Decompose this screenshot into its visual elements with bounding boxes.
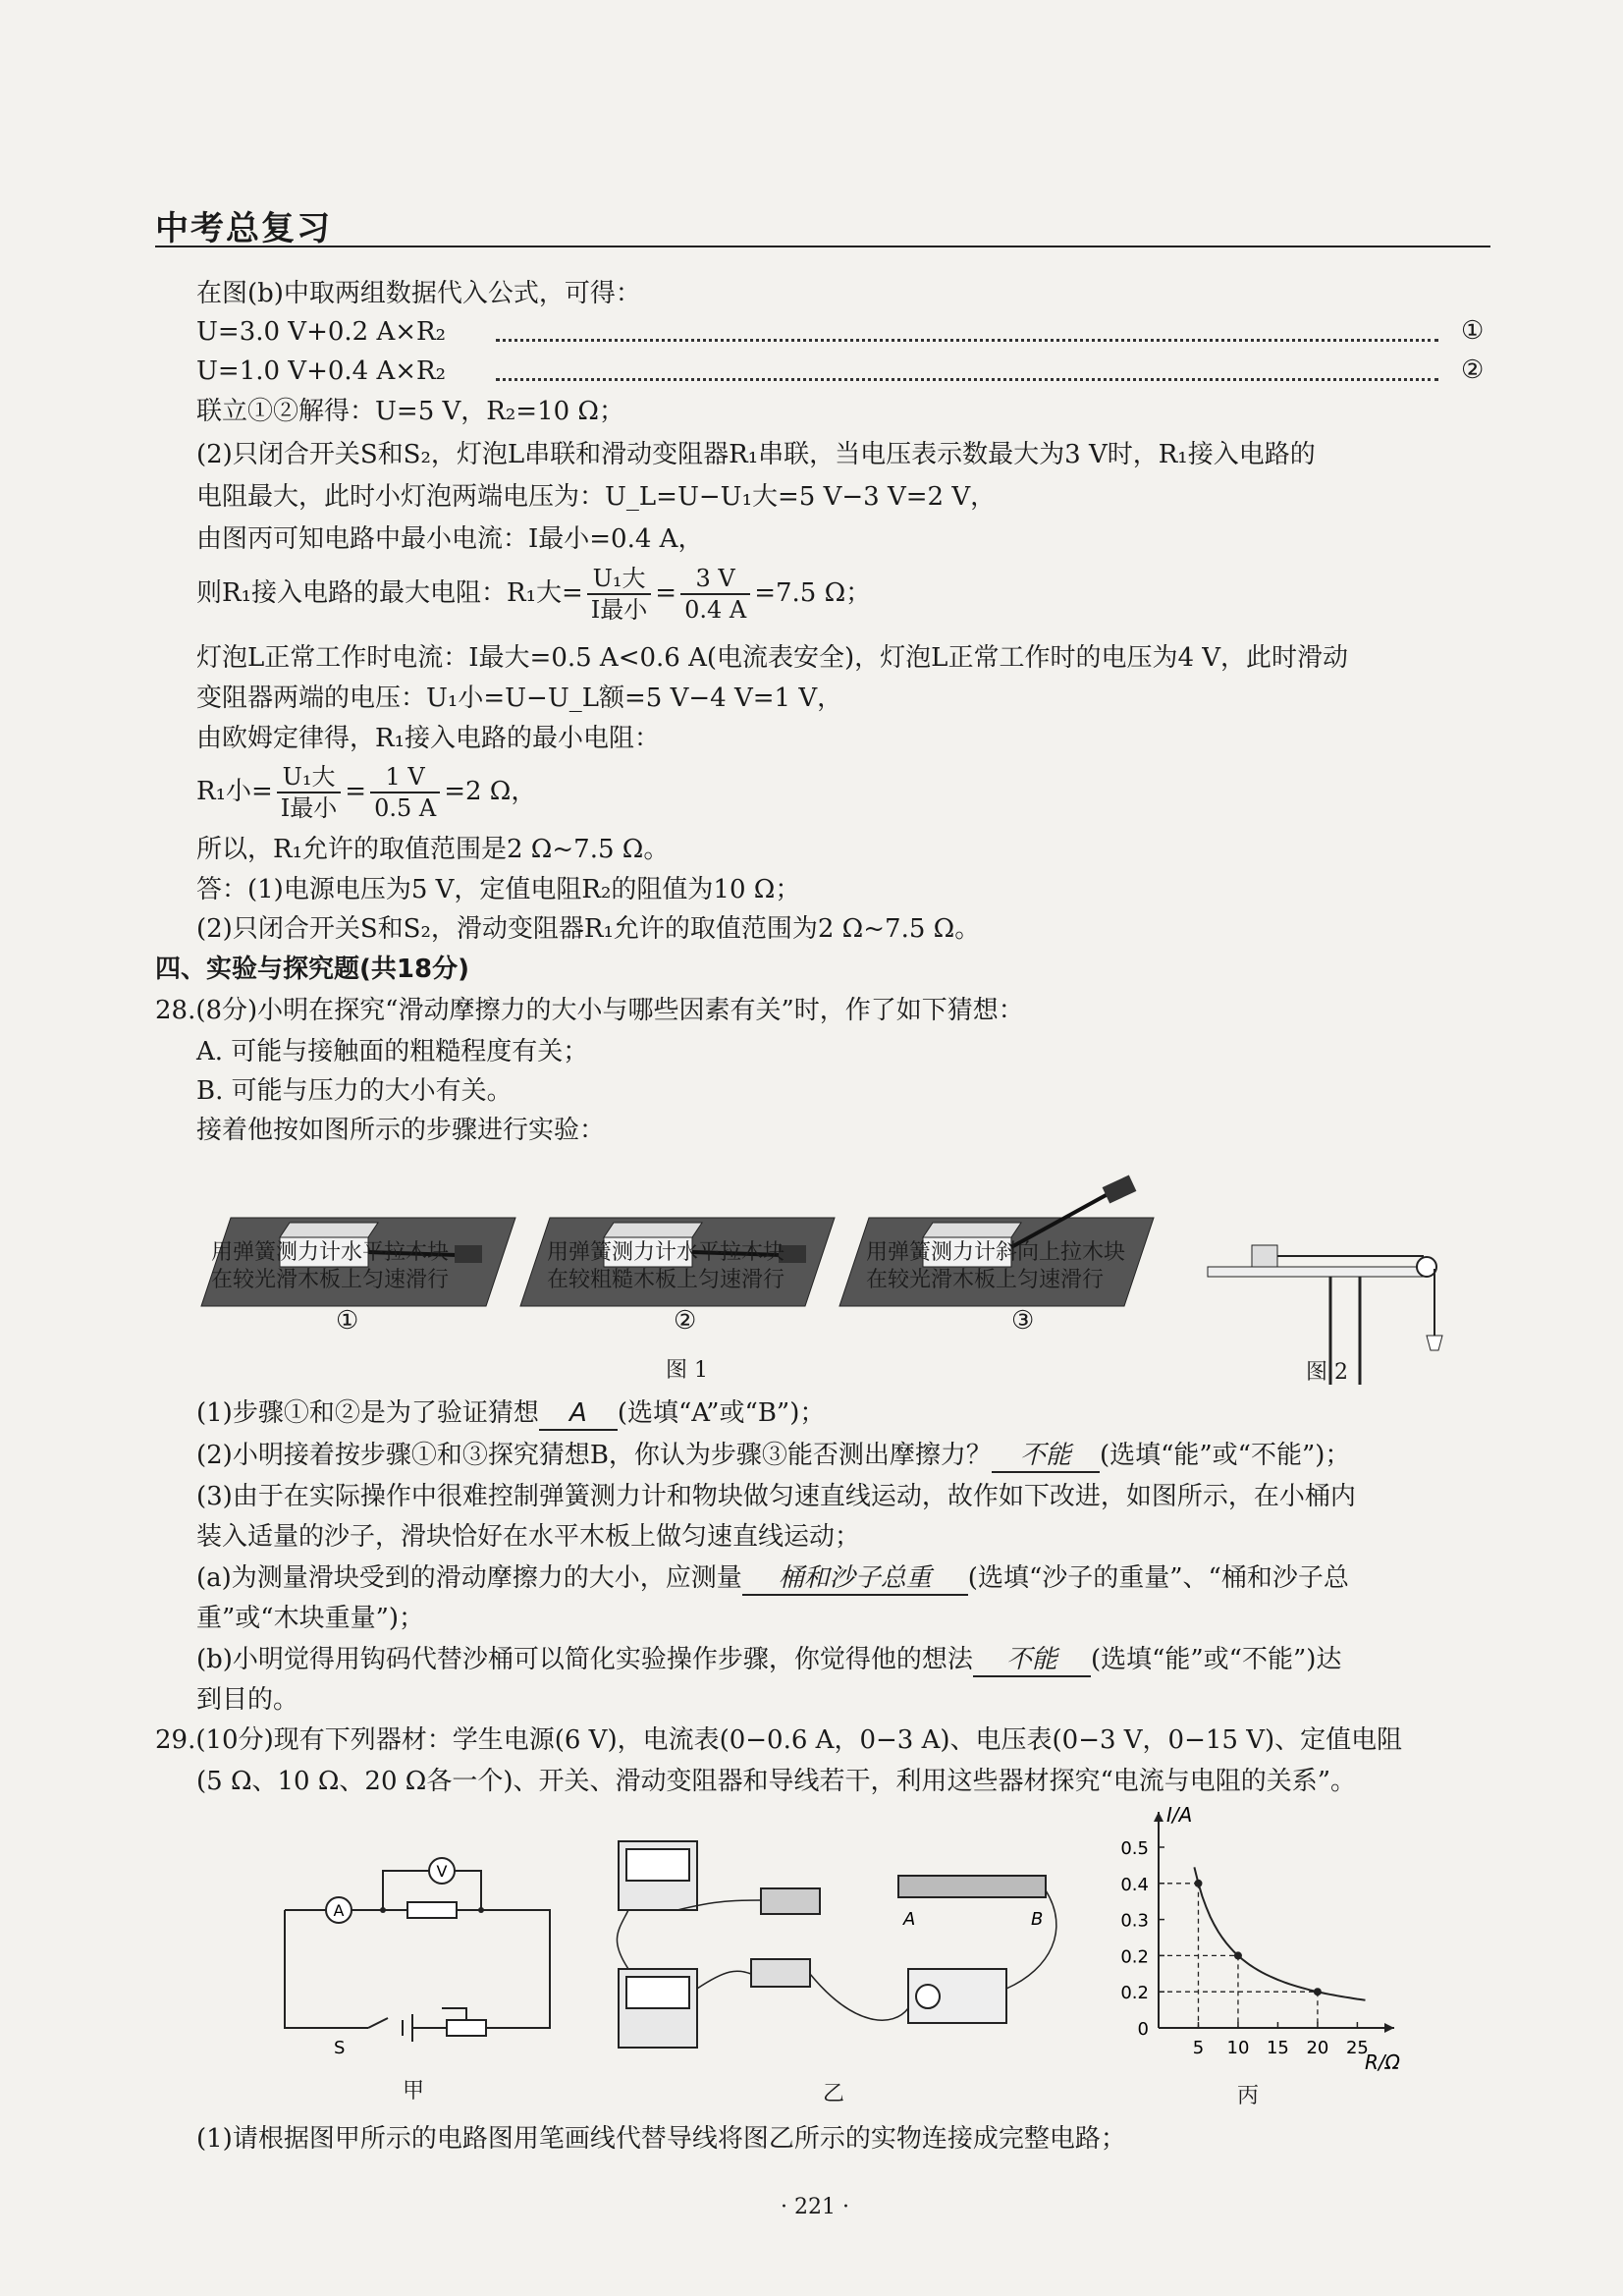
answer-blank-2[interactable]: 不能 (992, 1440, 1100, 1473)
q29-part-1: (1)请根据图甲所示的电路图用笔画线代替导线将图乙所示的实物连接成完整电路； (196, 2124, 1126, 2154)
solution-line-1: 在图(b)中取两组数据代入公式，可得： (196, 279, 641, 308)
figure-yi-label: 乙 (823, 2082, 845, 2106)
solution-line-5: (2)只闭合开关S和S₂，灯泡L串联和滑动变阻器R₁串联，当电压表示数最大为3 V时，R₁接入电路的 (196, 440, 1316, 469)
page-title: 中考总复习 (155, 209, 332, 248)
solution-line-10: 变阻器两端的电压：U₁小=U−U_L额=5 V−4 V=1 V， (196, 683, 843, 713)
q29-stem-1: 29.(10分)现有下列器材：学生电源(6 V)，电流表(0−0.6 A，0−3 A)、电压表(0−3 V，0−15 V)、定值电阻 (155, 1725, 1403, 1755)
y-tick-label: 0.2 (1120, 1946, 1149, 1968)
header-rule (155, 246, 1490, 247)
leader-dots-2 (496, 378, 1438, 381)
y-tick-label: 0.4 (1120, 1874, 1149, 1895)
solution-line-6: 电阻最大，此时小灯泡两端电压为：U_L=U−U₁大=5 V−3 V=2 V， (196, 482, 997, 512)
q28-next: 接着他按如图所示的步骤进行实验： (196, 1116, 606, 1145)
q28-option-b: B. 可能与压力的大小有关。 (196, 1076, 513, 1106)
q28-part-a-cont: 重”或“木块重量”)； (196, 1604, 425, 1633)
fraction-1: $\frac{\text{U₁大}}{\text{I最小}}$ (587, 564, 651, 625)
q28-part-3a: (3)由于在实际操作中很难控制弹簧测力计和物块做匀速直线运动，故作如下改进，如图所示，在小桶内 (196, 1482, 1356, 1511)
q28-part-b-cont: 到目的。 (196, 1685, 299, 1715)
x-tick-label: 5 (1192, 2038, 1205, 2058)
equation-2-mark: ② (1461, 355, 1485, 385)
x-tick-label: 25 (1345, 2038, 1369, 2058)
resistor-icon (761, 1888, 820, 1914)
caption-1a: 用弹簧测力计水平拉木块 (211, 1240, 450, 1265)
fraction-2: $\frac{3 V}{0.4 A}$ (680, 564, 750, 625)
caption-2a: 用弹簧测力计水平拉木块 (547, 1240, 785, 1265)
q28-part-a: (a)为测量滑块受到的滑动摩擦力的大小，应测量 桶和沙子总重 (选填“沙子的重量”、“桶和沙子总 (196, 1562, 1349, 1596)
solution-line-4: 联立①②解得：U=5 V，R₂=10 Ω； (196, 397, 624, 426)
caption-2b: 在较粗糙木板上匀速滑行 (547, 1268, 785, 1292)
figure-jia-label: 甲 (403, 2079, 425, 2104)
y-tick-label: 0.2 (1120, 1983, 1149, 2004)
svg-text:B: B (1031, 1909, 1044, 1930)
answer-blank-1[interactable]: A (539, 1397, 618, 1431)
q28-part-b: (b)小明觉得用钩码代替沙桶可以简化实验操作步骤，你觉得他的想法 不能 (选填“能”或“不能”)达 (196, 1644, 1341, 1677)
q28-option-a: A. 可能与接触面的粗糙程度有关； (196, 1037, 589, 1066)
x-tick-label: 10 (1226, 2038, 1250, 2058)
q28-stem: 28.(8分)小明在探究“滑动摩擦力的大小与哪些因素有关”时，作了如下猜想： (155, 996, 1024, 1025)
apparatus-photo-yi (599, 1831, 1070, 2067)
q28-part-3b: 装入适量的沙子，滑块恰好在水平木板上做匀速直线运动； (196, 1522, 861, 1552)
y-axis-label: I/A (1166, 1803, 1193, 1827)
step-1-label: ① (336, 1306, 359, 1336)
y-tick-label: 0.5 (1120, 1838, 1149, 1859)
slider-block (1252, 1245, 1277, 1267)
caption-3b: 在较光滑木板上匀速滑行 (866, 1268, 1105, 1292)
x-axis-label: R/Ω (1365, 2050, 1400, 2072)
equation-1: U=3.0 V+0.2 A×R₂ (196, 317, 447, 347)
fraction-3: $\frac{\text{U₁大}}{\text{I最小}}$ (277, 762, 341, 823)
answer-blank-3[interactable]: 桶和沙子总重 (742, 1562, 968, 1596)
x-tick-label: 20 (1306, 2038, 1329, 2058)
solution-line-12: R₁小= $\frac{\text{U₁大}}{\text{I最小}}$ = $\frac{1 V}{0.5 A}$ =2 Ω， (196, 763, 537, 822)
leader-dots-1 (496, 339, 1438, 342)
answer-line-1: 答：(1)电源电压为5 V，定值电阻R₂的阻值为10 Ω； (196, 875, 801, 904)
y-tick-label: 0.3 (1120, 1910, 1149, 1932)
solution-line-9: 灯泡L正常工作时电流：I最大=0.5 A<0.6 A(电流表安全)，灯泡L正常工作时的电压为4 V，此时滑动 (196, 643, 1349, 673)
y-axis-arrow (1154, 1812, 1163, 1822)
fraction-4: $\frac{1 V}{0.5 A}$ (370, 762, 440, 823)
svg-text:A: A (903, 1909, 916, 1930)
solution-line-11: 由欧姆定律得，R₁接入电路的最小电阻： (196, 724, 660, 753)
equation-2: U=1.0 V+0.4 A×R₂ (196, 356, 447, 386)
page-number: · 221 · (781, 2195, 849, 2219)
circuit-diagram-jia (275, 1831, 569, 2057)
svg-text:A: A (333, 1901, 345, 1920)
step-2-label: ② (674, 1306, 697, 1336)
q28-part-2: (2)小明接着按步骤①和③探究猜想B，你认为步骤③能否测出摩擦力？ 不能 (选填“能”或“不能”)； (196, 1440, 1350, 1473)
data-point (1194, 1880, 1202, 1887)
solution-line-13: 所以，R₁允许的取值范围是2 Ω~7.5 Ω。 (196, 835, 670, 864)
section-heading: 四、实验与探究题(共18分) (155, 955, 469, 984)
data-point (1314, 1988, 1322, 1995)
horizontal-board (1208, 1267, 1429, 1277)
answer-blank-4[interactable]: 不能 (973, 1644, 1091, 1677)
rheostat-icon (898, 1876, 1046, 1897)
series-curve (1194, 1867, 1365, 1999)
solution-line-8: 则R₁接入电路的最大电阻：R₁大= $\frac{\text{U₁大}}{\text{I最小}}$ = $\frac{3 V}{0.4 A}$ =7.5 Ω； (196, 565, 872, 624)
q29-stem-2: (5 Ω、10 Ω、20 Ω各一个)、开关、滑动变阻器和导线若干，利用这些器材探究“电流与电阻的关系”。 (196, 1767, 1357, 1796)
equation-1-mark: ① (1461, 316, 1485, 346)
current-resistance-chart (1090, 1797, 1424, 2072)
caption-3a: 用弹簧测力计斜向上拉木块 (866, 1240, 1126, 1265)
switch-icon (751, 1959, 810, 1987)
spring-scale-3 (1103, 1175, 1137, 1204)
x-axis-arrow (1384, 2023, 1394, 2033)
x-tick-label: 15 (1266, 2038, 1289, 2058)
y-tick-label: 0 (1137, 2019, 1149, 2040)
caption-1b: 在较光滑木板上匀速滑行 (211, 1268, 450, 1292)
svg-text:V: V (436, 1862, 448, 1881)
step-3-label: ③ (1011, 1306, 1035, 1336)
svg-text:S: S (334, 2038, 346, 2057)
data-point (1234, 1951, 1242, 1959)
figure-1-label: 图 1 (666, 1358, 708, 1383)
figure-bing-label: 丙 (1237, 2084, 1260, 2108)
bucket-icon (1427, 1336, 1442, 1350)
figure-2-label: 图 2 (1306, 1360, 1348, 1385)
answer-line-2: (2)只闭合开关S和S₂，滑动变阻器R₁允许的取值范围为2 Ω~7.5 Ω。 (196, 914, 981, 944)
spring-scale-1 (455, 1245, 482, 1263)
q28-part-1: (1)步骤①和②是为了验证猜想 A (选填“A”或“B”)； (196, 1397, 825, 1431)
solution-line-7: 由图丙可知电路中最小电流：I最小=0.4 A， (196, 524, 704, 554)
